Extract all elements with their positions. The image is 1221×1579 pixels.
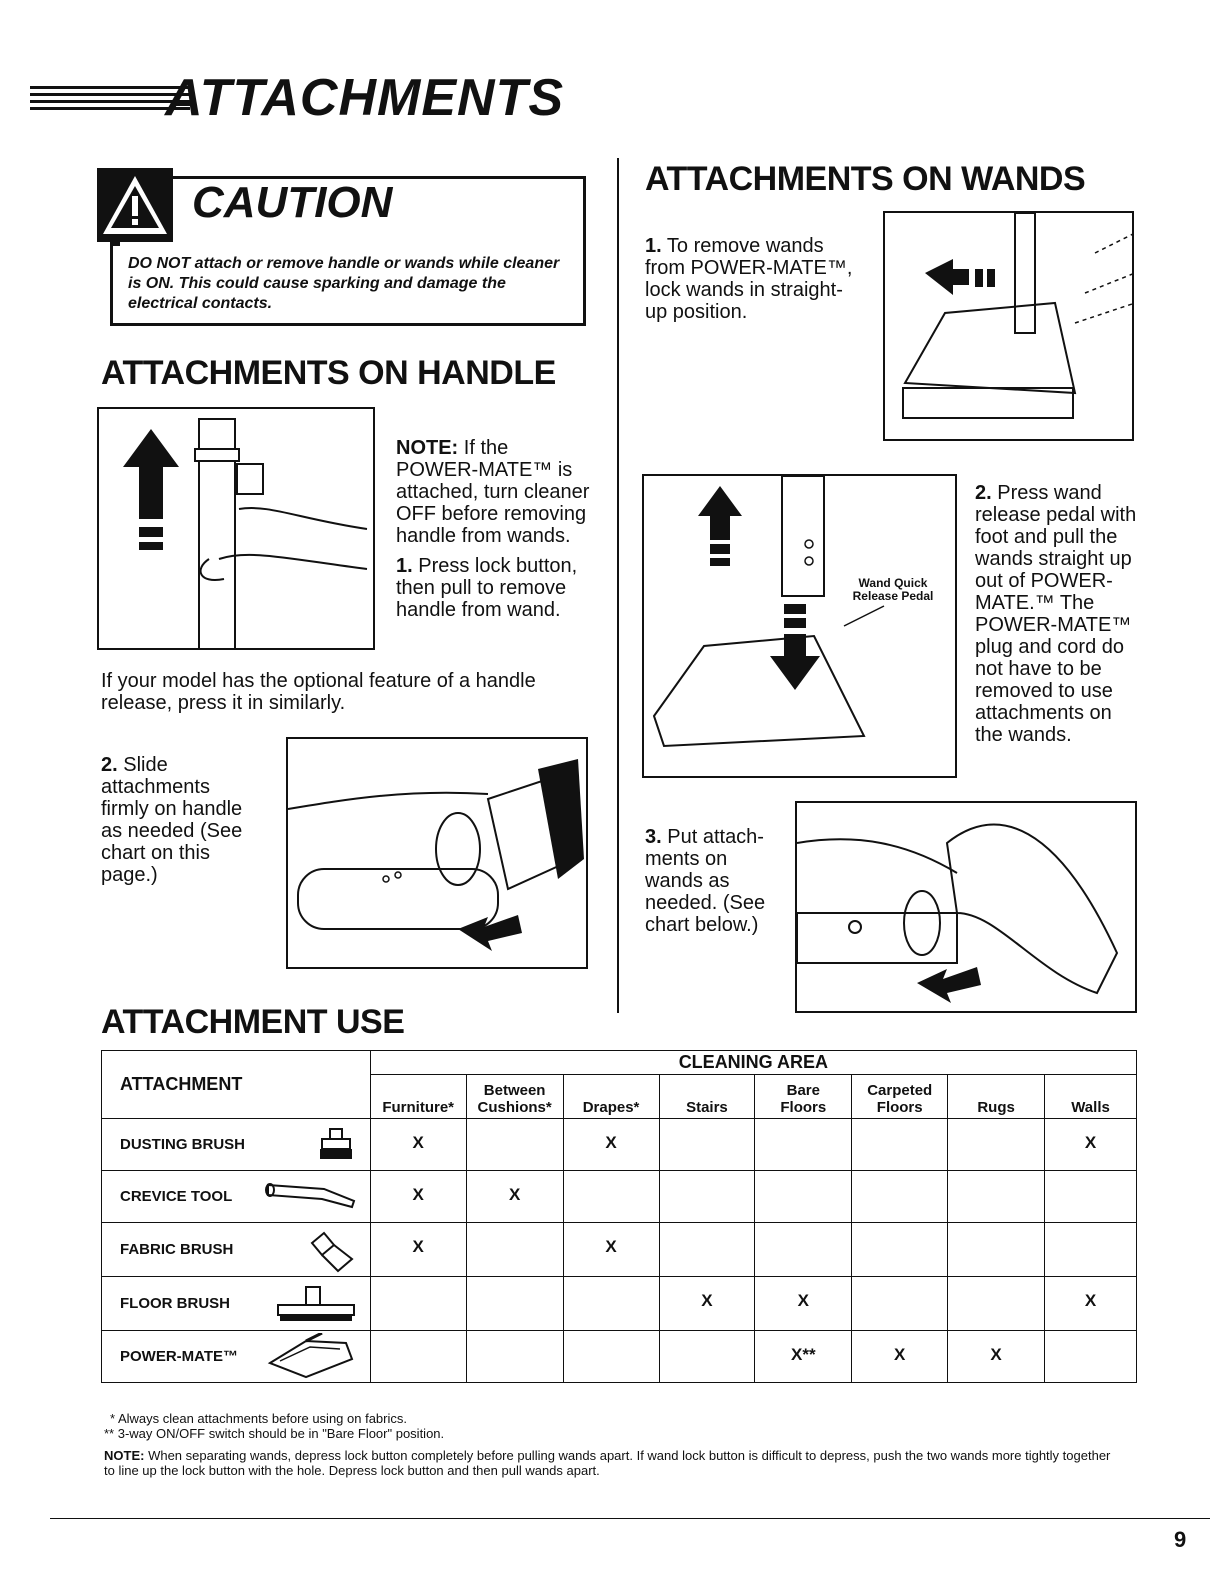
attachment-name: FABRIC BRUSH xyxy=(120,1241,234,1258)
usage-mark xyxy=(1045,1223,1137,1277)
column-divider xyxy=(617,158,619,1013)
attachment-cell xyxy=(102,1331,371,1383)
wands-step-1 xyxy=(645,235,865,323)
handle-step-1 xyxy=(396,555,586,621)
area-header-line1: Carpeted xyxy=(867,1082,933,1099)
usage-mark: X** xyxy=(755,1331,852,1383)
wands-step-3-num: 3. xyxy=(645,826,662,848)
wands-step-3 xyxy=(645,826,785,936)
area-header xyxy=(370,1075,466,1119)
attachment-use-heading: ATTACHMENT USE xyxy=(101,1003,405,1041)
handle-step-2-num: 2. xyxy=(101,754,118,776)
usage-mark xyxy=(659,1223,755,1277)
fabric-brush-icon xyxy=(308,1231,356,1277)
usage-mark xyxy=(1045,1171,1137,1223)
handle-step-2 xyxy=(101,754,261,886)
footer-rule xyxy=(50,1518,1210,1519)
usage-mark xyxy=(659,1331,755,1383)
footnote-2: ** 3-way ON/OFF switch should be in "Bare Floor" position. xyxy=(104,1426,445,1441)
usage-mark xyxy=(466,1119,563,1171)
caution-text: DO NOT attach or remove handle or wands while cleaner is ON. This could cause sparking and damage the electrical contacts. xyxy=(128,255,560,312)
area-header xyxy=(659,1075,755,1119)
crevice-tool-icon xyxy=(264,1179,356,1213)
usage-mark xyxy=(948,1223,1045,1277)
table-row xyxy=(102,1331,1137,1383)
page-number: 9 xyxy=(1174,1527,1187,1552)
area-header-line1: Bare xyxy=(786,1082,820,1099)
handle-heading: ATTACHMENTS ON HANDLE xyxy=(101,354,556,392)
wands-step-2 xyxy=(975,482,1140,746)
area-header xyxy=(852,1075,948,1119)
area-header-line1: Between xyxy=(483,1082,546,1099)
wands-step-1-num: 1. xyxy=(645,235,662,257)
area-header xyxy=(466,1075,563,1119)
table-row xyxy=(102,1223,1137,1277)
table-row xyxy=(102,1277,1137,1331)
wands-step-3-text: Put attach-ments on wands as needed. (See chart below.) xyxy=(645,826,766,936)
handle-optional-text: If your model has the optional feature of a handle release, press it in similarly. xyxy=(101,670,536,714)
usage-mark xyxy=(755,1119,852,1171)
usage-mark xyxy=(852,1277,948,1331)
attachment-cell xyxy=(102,1171,371,1223)
usage-mark: X xyxy=(1045,1277,1137,1331)
usage-mark: X xyxy=(466,1171,563,1223)
area-header-line2: Floors xyxy=(876,1099,923,1116)
wand-release-illustration xyxy=(642,474,957,778)
handle-step-1-text: Press lock button, then pull to remove handle from wand. xyxy=(396,555,578,621)
pedal-callout-line-2: Release Pedal xyxy=(852,589,934,603)
usage-mark xyxy=(370,1331,466,1383)
usage-mark xyxy=(755,1223,852,1277)
usage-mark xyxy=(659,1171,755,1223)
area-header-line2: Walls xyxy=(1071,1099,1110,1116)
usage-mark: X xyxy=(370,1223,466,1277)
dusting-brush-icon xyxy=(316,1127,356,1167)
usage-mark xyxy=(466,1277,563,1331)
attachment-cell xyxy=(102,1223,371,1277)
usage-mark xyxy=(852,1171,948,1223)
attachment-use-table xyxy=(101,1050,1137,1383)
footnote-1: * Always clean attachments before using on fabrics. xyxy=(110,1411,407,1426)
area-header xyxy=(1045,1075,1137,1119)
usage-mark xyxy=(755,1171,852,1223)
warning-icon xyxy=(97,168,173,242)
usage-mark xyxy=(563,1171,659,1223)
col-header-cleaning-area: CLEANING AREA xyxy=(370,1051,1136,1075)
table-row xyxy=(102,1119,1137,1171)
usage-mark xyxy=(852,1223,948,1277)
usage-mark xyxy=(948,1171,1045,1223)
usage-mark: X xyxy=(852,1331,948,1383)
usage-mark: X xyxy=(563,1223,659,1277)
attachment-cell xyxy=(102,1119,371,1171)
usage-mark: X xyxy=(948,1331,1045,1383)
attachment-handle-illustration xyxy=(286,737,588,969)
usage-mark xyxy=(948,1277,1045,1331)
usage-mark xyxy=(1045,1331,1137,1383)
usage-mark: X xyxy=(370,1119,466,1171)
wands-upright-illustration xyxy=(883,211,1134,441)
attachment-name: POWER-MATE™ xyxy=(120,1348,239,1365)
wands-heading: ATTACHMENTS ON WANDS xyxy=(645,160,1086,198)
wands-step-1-text: To remove wands from POWER-MATE™, lock wands in straight-up position. xyxy=(645,235,853,323)
usage-mark xyxy=(659,1119,755,1171)
separating-note xyxy=(104,1448,1124,1478)
attachment-name: FLOOR BRUSH xyxy=(120,1295,230,1312)
usage-mark: X xyxy=(659,1277,755,1331)
wands-step-2-text: Press wand release pedal with foot and pull the wands straight up out of POWER-MATE.™ The POWER-MATE™ plug and cord do not have to be removed to use attachments on the wands. xyxy=(975,482,1137,746)
usage-mark: X xyxy=(1045,1119,1137,1171)
usage-mark xyxy=(370,1277,466,1331)
area-header-line2: Stairs xyxy=(686,1099,728,1116)
usage-mark xyxy=(563,1331,659,1383)
pedal-callout-line-1: Wand Quick xyxy=(858,576,928,590)
separating-note-text: When separating wands, depress lock button completely before pulling wands apart. If wand lock button is difficult to depress, push the two wands more tightly together to line up the lock button with the hole. Depress lock button and then pull wands apart. xyxy=(104,1448,1111,1478)
area-header-line2: Drapes* xyxy=(582,1099,640,1116)
usage-mark xyxy=(466,1331,563,1383)
usage-mark: X xyxy=(370,1171,466,1223)
usage-mark xyxy=(466,1223,563,1277)
area-header-line2: Furniture* xyxy=(382,1099,455,1116)
handle-note-label: NOTE: xyxy=(396,437,459,459)
floor-brush-icon xyxy=(276,1285,356,1329)
attachment-name: CREVICE TOOL xyxy=(120,1188,233,1205)
handle-step-2-text: Slide attachments firmly on handle as needed (See chart on this page.) xyxy=(101,754,243,886)
col-header-attachment: ATTACHMENT xyxy=(102,1051,371,1119)
area-header xyxy=(755,1075,852,1119)
handle-note-text: If the POWER-MATE™ is attached, turn cleaner OFF before removing handle from wands. xyxy=(396,437,590,547)
area-header-line2: Rugs xyxy=(977,1099,1015,1116)
area-header xyxy=(563,1075,659,1119)
pedal-callout xyxy=(838,577,948,603)
usage-mark: X xyxy=(563,1119,659,1171)
attachment-name: DUSTING BRUSH xyxy=(120,1136,246,1153)
usage-mark xyxy=(948,1119,1045,1171)
usage-mark xyxy=(563,1277,659,1331)
area-header-line2: Cushions* xyxy=(477,1099,552,1116)
usage-mark xyxy=(852,1119,948,1171)
handle-step-1-num: 1. xyxy=(396,555,413,577)
handle-removal-illustration xyxy=(97,407,375,650)
handle-note xyxy=(396,437,596,547)
area-header xyxy=(948,1075,1045,1119)
table-row xyxy=(102,1171,1137,1223)
wands-step-2-num: 2. xyxy=(975,482,992,504)
page-title: ATTACHMENTS xyxy=(165,69,565,127)
area-header-line2: Floors xyxy=(780,1099,827,1116)
attachment-cell xyxy=(102,1277,371,1331)
caution-title: CAUTION xyxy=(192,178,393,227)
attachment-wand-illustration xyxy=(795,801,1137,1013)
usage-mark: X xyxy=(755,1277,852,1331)
separating-note-label: NOTE: xyxy=(104,1448,145,1463)
power-mate-icon xyxy=(266,1333,356,1385)
